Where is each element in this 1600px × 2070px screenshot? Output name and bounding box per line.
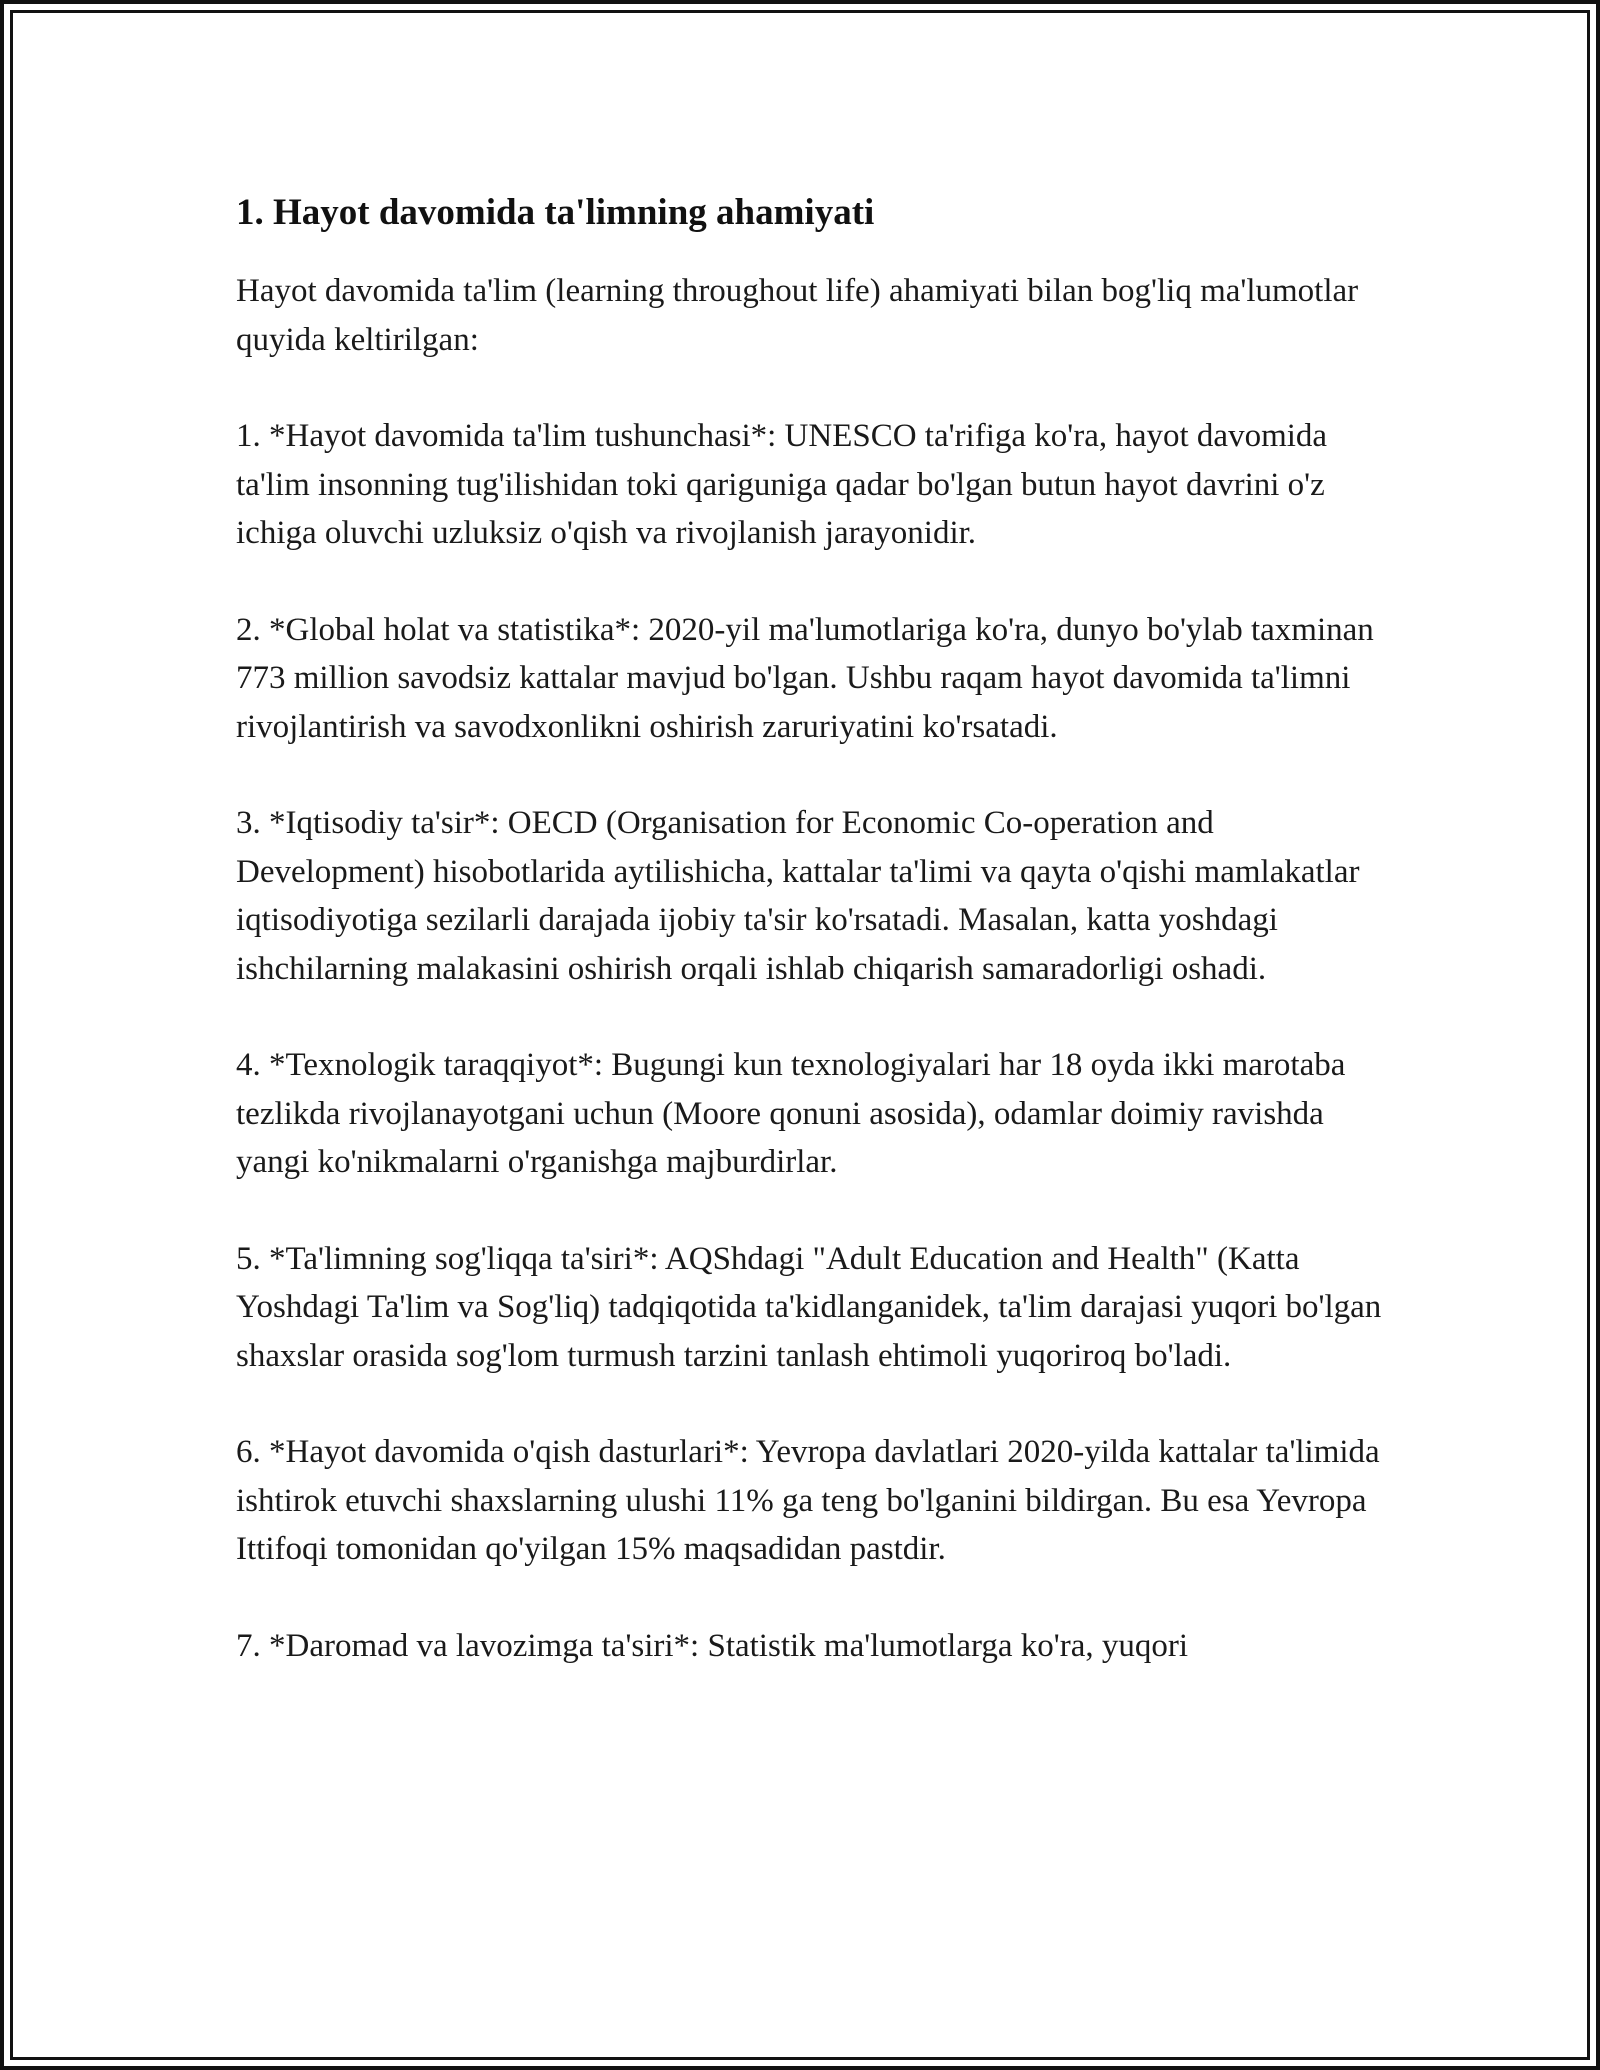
list-item-6: 6. *Hayot davomida o'qish dasturlari*: Yevropa davlatlari 2020-yilda kattalar ta'limida ishtirok etuvchi shaxslarning ulushi 11% ga teng bo'lganini bildirgan. Bu esa Yevropa Ittifoqi tomonidan qo'yilgan 15% maqsadidan pastdir. — [236, 1434, 1380, 1567]
section-heading: 1. Hayot davomida ta'limning ahamiyati — [236, 192, 875, 233]
list-item-3: 3. *Iqtisodiy ta'sir*: OECD (Organisation for Economic Co-operation and Development) hisobotlarida aytilishicha, kattalar ta'limi va qayta o'qishi mamlakatlar iqtisodiyotiga sezilarli darajada ijobiy ta'sir ko'rsatadi. Masalan, katta yoshdagi ishchilarning malakasini oshirish orqali ishlab chiqarish samaradorligi oshadi. — [236, 805, 1360, 987]
list-item-7: 7. *Daromad va lavozimga ta'siri*: Statistik ma'lumotlarga ko'ra, yuqori — [236, 1627, 1189, 1664]
list-item-5: 5. *Ta'limning sog'liqqa ta'siri*: AQShdagi "Adult Education and Health" (Katta Yoshdagi Ta'lim va Sog'liq) tadqiqotida ta'kidlanganidek, ta'lim darajasi yuqori bo'lgan shaxslar orasida sog'lom turmush tarzini tanlash ehtimoli yuqoriroq bo'ladi. — [236, 1240, 1382, 1374]
intro-paragraph: Hayot davomida ta'lim (learning throughout life) ahamiyati bilan bog'liq ma'lumotlar quyida keltirilgan: — [236, 273, 1359, 358]
list-item-1: 1. *Hayot davomida ta'lim tushunchasi*: UNESCO ta'rifiga ko'ra, hayot davomida ta'lim insonning tug'ilishidan toki qariguniga qadar bo'lgan butun hayot davrini o'z ichiga oluvchi uzluksiz o'qish va rivojlanish jarayonidir. — [236, 418, 1328, 551]
list-item-4: 4. *Texnologik taraqqiyot*: Bugungi kun texnologiyalari har 18 oyda ikki marotaba tezlikda rivojlanayotgani uchun (Moore qonuni asosida), odamlar doimiy ravishda yangi ko'nikmalarni o'rganishga majburdirlar. — [236, 1047, 1346, 1180]
list-item-2: 2. *Global holat va statistika*: 2020-yil ma'lumotlariga ko'ra, dunyo bo'ylab taxminan 773 million savodsiz kattalar mavjud bo'lgan. Ushbu raqam hayot davomida ta'limni rivojlantirish va savodxonlikni oshirish zaruriyatini ko'rsatadi. — [236, 611, 1374, 745]
document-body — [236, 186, 1386, 1718]
